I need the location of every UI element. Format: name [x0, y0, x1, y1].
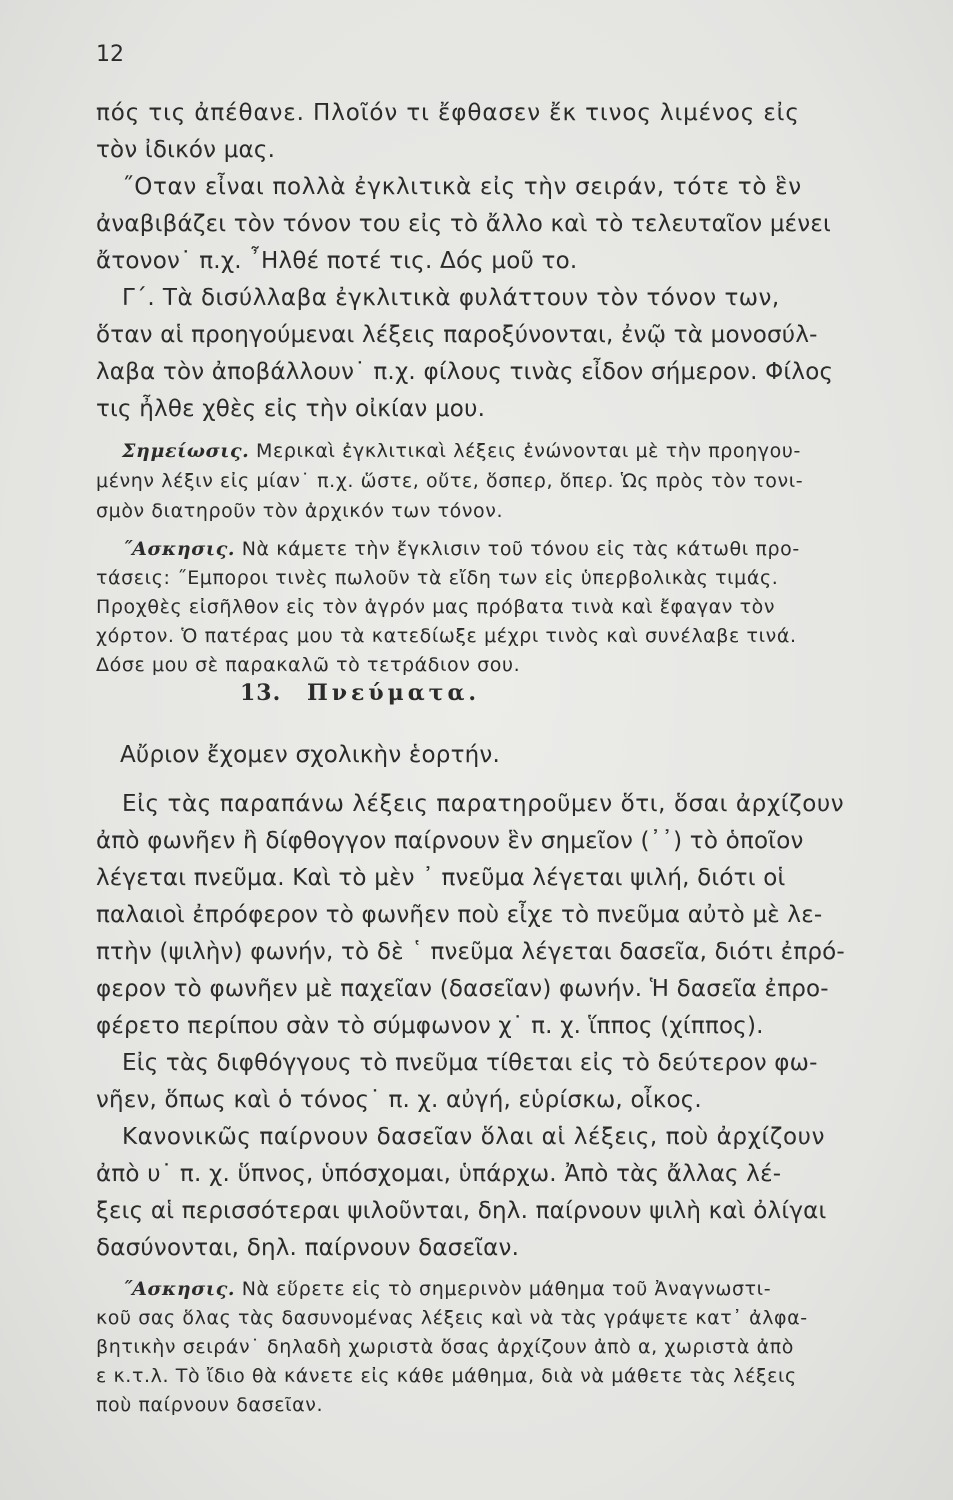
text-line: λέγεται πνεῦμα. Καὶ τὸ μὲν ᾿ πνεῦμα λέγεται ψιλή, διότι οἱ [96, 865, 786, 891]
page-number: 12 [96, 42, 124, 67]
exercise-line: χόρτον. Ὁ πατέρας μου τὰ κατεδίωξε μέχρι τινὸς καὶ συνέλαβε τινά. [96, 625, 797, 647]
text-line: ἀπὸ φωνῆεν ἢ δίφθογγον παίρνουν ἓν σημεῖον (᾿᾿) τὸ ὁποῖον [96, 828, 804, 854]
text-line: φέρετο περίπου σὰν τὸ σύμφωνον χ˙ π. χ. ἵππος (χίππος). [96, 1013, 764, 1039]
text-line: ἀπὸ υ˙ π. χ. ὕπνος, ὑπόσχομαι, ὑπάρχω. Ἀπὸ τὰς ἄλλας λέ- [96, 1161, 782, 1187]
text-line: ξεις αἱ περισσότεραι ψιλοῦνται, δηλ. παίρνουν ψιλὴ καὶ ὀλίγαι [96, 1198, 827, 1224]
text-line: φερον τὸ φωνῆεν μὲ παχεῖαν (δασεῖαν) φωνήν. Ἡ δασεῖα ἐπρο- [96, 976, 829, 1002]
exercise-line [122, 538, 800, 560]
note-line: σμὸν διατηροῦν τὸν ἀρχικόν των τόνον. [96, 500, 504, 522]
note-text: Μερικαὶ ἐγκλιτικαὶ λέξεις ἑνώνονται μὲ τὴν προηγου- [256, 440, 801, 462]
section-title: Πνεύματα. [306, 680, 481, 706]
text-line: πός τις ἀπέθανε. Πλοῖόν τι ἔφθασεν ἔκ τινος λιμένος εἰς [96, 100, 800, 126]
text-line: ὅταν αἱ προηγούμεναι λέξεις παροξύνονται, ἐνῷ τὰ μονοσύλ- [96, 322, 818, 348]
exercise-label: ˝Ασκησις. [122, 538, 236, 560]
exercise-line: κοῦ σας ὅλας τὰς δασυνομένας λέξεις καὶ νὰ τὰς γράψετε κατ᾿ ἀλφα- [96, 1307, 808, 1329]
exercise-text: Νὰ κάμετε τὴν ἔγκλισιν τοῦ τόνου εἰς τὰς κάτωθι προ- [241, 538, 800, 560]
exercise-label: ˝Ασκησις. [122, 1278, 236, 1300]
text-line: νῆεν, ὅπως καὶ ὁ τόνος˙ π. χ. αὐγή, εὑρίσκω, οἶκος. [96, 1087, 702, 1113]
text-line: λαβα τὸν ἀποβάλλουν˙ π.χ. φίλους τινὰς εἶδον σήμερον. Φίλος [96, 359, 834, 385]
exercise-line: Προχθὲς εἰσῆλθον εἰς τὸν ἀγρόν μας πρόβατα τινὰ καὶ ἔφαγαν τὸν [96, 596, 776, 618]
section-heading [240, 680, 480, 706]
text-line: τις ἦλθε χθὲς εἰς τὴν οἰκίαν μου. [96, 396, 486, 422]
text-line: τὸν ἰδικόν μας. [96, 137, 276, 163]
example-sentence: Αὔριον ἔχομεν σχολικὴν ἑορτήν. [120, 742, 500, 768]
exercise-line: ε κ.τ.λ. Τὸ ἴδιο θὰ κάνετε εἰς κάθε μάθημα, διὰ νὰ μάθετε τὰς λέξεις [96, 1365, 797, 1387]
exercise-line: ποὺ παίρνουν δασεῖαν. [96, 1394, 324, 1416]
exercise-line: Δόσε μου σὲ παρακαλῶ τὸ τετράδιον σου. [96, 654, 521, 676]
text-line: ˝Οταν εἶναι πολλὰ ἐγκλιτικὰ εἰς τὴν σειράν, τότε τὸ ἓν [122, 174, 802, 200]
text-line: παλαιοὶ ἐπρόφερον τὸ φωνῆεν ποὺ εἶχε τὸ πνεῦμα αὐτὸ μὲ λε- [96, 902, 823, 928]
text-line: ἄτονον˙ π.χ. ῏Ηλθέ ποτέ τις. Δός μοῦ το. [96, 248, 578, 274]
text-line: πτὴν (ψιλὴν) φωνήν, τὸ δὲ ῾ πνεῦμα λέγεται δασεῖα, διότι ἐπρό- [96, 939, 845, 965]
note-line: μένην λέξιν εἰς μίαν˙ π.χ. ὥστε, οὔτε, ὅσπερ, ὅπερ. Ὡς πρὸς τὸν τονι- [96, 470, 804, 492]
text-line: Εἰς τὰς διφθόγγους τὸ πνεῦμα τίθεται εἰς τὸ δεύτερον φω- [122, 1050, 818, 1076]
text-line: Κανονικῶς παίρνουν δασεῖαν ὅλαι αἱ λέξεις, ποὺ ἀρχίζουν [122, 1124, 826, 1150]
exercise-line [122, 1278, 771, 1300]
text-line: δασύνονται, δηλ. παίρνουν δασεῖαν. [96, 1235, 520, 1261]
text-line: ἀναβιβάζει τὸν τόνον του εἰς τὸ ἄλλο καὶ τὸ τελευταῖον μένει [96, 211, 831, 237]
text-line: Γ΄. Τὰ δισύλλαβα ἐγκλιτικὰ φυλάττουν τὸν τόνον των, [122, 285, 780, 311]
note-label: Σημείωσις. [122, 440, 250, 462]
exercise-line: τάσεις: ˝Εμποροι τινὲς πωλοῦν τὰ εἴδη των εἰς ὑπερβολικὰς τιμάς. [96, 567, 779, 589]
section-number: 13. [240, 680, 282, 706]
text-line: Εἰς τὰς παραπάνω λέξεις παρατηροῦμεν ὅτι, ὅσαι ἀρχίζουν [122, 791, 845, 817]
exercise-line: βητικὴν σειράν˙ δηλαδὴ χωριστὰ ὅσας ἀρχίζουν ἀπὸ α, χωριστὰ ἀπὸ [96, 1336, 794, 1358]
note-line [122, 440, 801, 462]
exercise-text: Νὰ εὕρετε εἰς τὸ σημερινὸν μάθημα τοῦ Ἀναγνωστι- [241, 1278, 772, 1300]
